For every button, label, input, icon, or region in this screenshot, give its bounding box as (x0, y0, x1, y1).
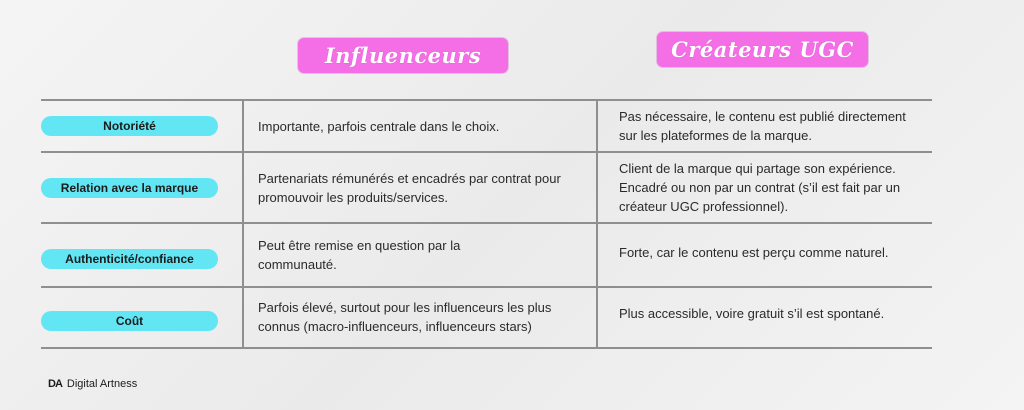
cell-text: Pas nécessaire, le contenu est publié directement sur les plateformes de la marque. (619, 109, 906, 143)
cell-ugc-notoriete (619, 101, 924, 151)
cell-ugc-relation (619, 153, 919, 222)
cell-text: Importante, parfois centrale dans le choix. (258, 118, 500, 134)
cell-text: Peut être remise en question par la communauté. (258, 238, 461, 272)
cell-influenceurs-notoriete (258, 101, 588, 151)
column-divider-2 (596, 100, 598, 348)
cell-text: Client de la marque qui partage son expérience. Encadré ou non par un contrat (s’il est fait par un créateur UGC professionnel). (619, 161, 901, 214)
table-bottom-border (41, 347, 932, 349)
brand-logo-icon: DA (48, 378, 62, 390)
column-divider-1 (242, 100, 244, 348)
cell-text: Partenariats rémunérés et encadrés par contrat pour promouvoir les produits/services. (258, 170, 561, 205)
header-createurs-ugc: Créateurs UGC (657, 32, 868, 67)
row-label-notoriete: Notoriété (41, 116, 218, 136)
cell-text: Parfois élevé, surtout pour les influenceurs les plus connus (macro-influenceurs, influenceurs stars) (258, 300, 552, 334)
cell-influenceurs-relation (258, 153, 573, 222)
cell-text: Plus accessible, voire gratuit s’il est spontané. (619, 305, 885, 321)
brand-footer (48, 378, 137, 390)
row-label-authenticite: Authenticité/confiance (41, 249, 218, 269)
cell-ugc-authenticite (619, 224, 924, 280)
cell-ugc-cout (619, 288, 924, 338)
row-label-cout: Coût (41, 311, 218, 331)
cell-text: Forte, car le contenu est perçu comme naturel. (619, 244, 889, 260)
brand-name: Digital Artness (66, 378, 138, 390)
cell-influenceurs-authenticite (258, 224, 518, 286)
header-influenceurs: Influenceurs (298, 38, 508, 73)
cell-influenceurs-cout (258, 288, 588, 346)
row-label-relation: Relation avec la marque (41, 178, 218, 198)
